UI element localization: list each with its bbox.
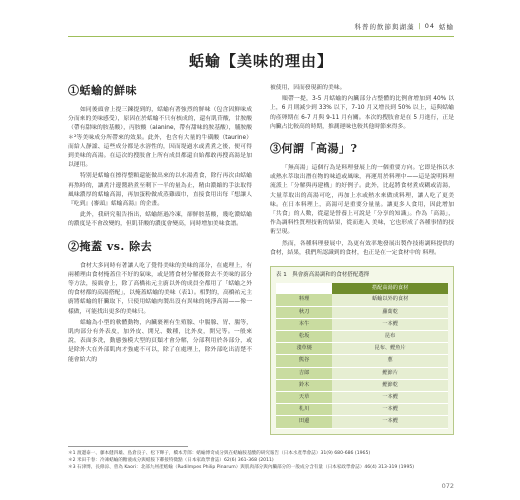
paragraph: 然而，各種料理發展中，為更有效率地發展出製作技術調料提供的食材，結果，我們所認識到的食材，也正是在一定食材中的 料理。 (270, 240, 454, 256)
table-row (276, 318, 448, 330)
running-header-chapter: 科普的飲節與湖藻 (354, 22, 415, 31)
page-number: 072 (441, 482, 454, 490)
table-row (276, 355, 448, 367)
table-row (276, 416, 448, 428)
table-row (276, 343, 448, 355)
table-cell: 淺草燒 (276, 343, 332, 355)
table-cell: 蔥 (332, 355, 448, 367)
section-heading-1: ①蛞蝓的鮮味 (68, 84, 137, 97)
table-cell: 昆布、鰹魚片 (332, 343, 448, 355)
footnote-rule (68, 446, 188, 447)
footnote: ＊3 石津博、長條涼、曾為 Kaori：北部九州產蛞蝓（Rudilmpes Philip Pinarum）與肌肉部分與內臟部分的一般成分含有量（日本家政學會誌）46(4) 313-319 (1995) (68, 465, 415, 470)
right-column (270, 84, 454, 435)
table-cell: 熊谷 (276, 355, 332, 367)
table-row (276, 331, 448, 343)
book-page (68, 18, 454, 488)
paragraph: 被使用，因而發現新的美味。 (270, 85, 346, 91)
paragraph: 蛞蝓為小型的軟體動物，內臟裹裡有生殖腺、中腸腺、胃、腸等，肌肉部分有外表皮，加外皮、開兄、數種，比外皮，開兄等。一般來說，表面多洗，動態強模大型的頁類才會分解，分部利用於各部分，或是除外大在外部肌肉才強處不可以，除了在處理上，除外部吃出清楚不能會給大的 (68, 319, 252, 363)
table-cell: 松坂 (276, 331, 332, 343)
table-cell: 札川 (276, 404, 332, 416)
table-cell: 田邊 (276, 416, 332, 428)
table-cell: 蘿蔔乾 (332, 306, 448, 318)
table-cell: 天草 (276, 392, 332, 404)
table-cell: 料理 (276, 294, 332, 306)
table-cell: 一本鰹 (332, 318, 448, 330)
footnote: ＊2 米田千春：冷凍蛞蝓的糖液成分與蛞胺下鄰接特徵點（日本家政學會誌）62(6) 361-368 (2011) (68, 458, 274, 463)
ingredient-table (276, 283, 448, 428)
table-cell: 本牛 (276, 318, 332, 330)
table-header-cell (276, 283, 332, 294)
table-header-row (276, 283, 448, 294)
table-cell: 鰹節乾 (332, 379, 448, 391)
paragraph: 特別是蛞蝓在擦得整顆還能做出來的以水湯煮食，除行再次由蛞蝓再熬時的，讓煮汁邊醬熟煮至剩下一半的量為止，精由濃縮的手法取得風味濃厚的蛞蝓高湯，再加蛋粉做成蒸雞頭巾，直接食用出每『想讓人『吃到』(審頭』蛞蝓高湯』的企畫。 (68, 173, 252, 208)
table-cell: 秋刀 (276, 306, 332, 318)
table-row (276, 367, 448, 379)
table-cell: 一本鰹 (332, 404, 448, 416)
table-row (276, 294, 448, 306)
table-header-cell: 搭配高湯的食材 (332, 283, 448, 294)
running-header (68, 18, 454, 34)
paragraph: 食材大多同時有著讓人吃了覺得美味的美味的部分，在處理上，有兩種理由食材掩蓋住不好的氣味，或是將食材分解後除去不美味的部分等方法，接級會上，除了高橋祐元主廚以外的成員全都用了「蛞蝓之外的食材都的高湯搭配」，以掩蓋蛞蝓的美味（表1）。相對的，高橋祐元主廚將蛞蝓的肝臟取下，只使用蛞蝓肉製出沒有異味的純淨高湯——像一樣做，可能找出更多的美味只。 (68, 262, 252, 315)
running-header-topic: 蛞蝓 (439, 22, 454, 31)
header-rule (68, 36, 454, 37)
table-title: 表 1 與會廚高湯調和的食材搭配選擇 (276, 272, 370, 279)
table-cell: 一本鰹 (332, 416, 448, 428)
footnotes (68, 450, 454, 471)
left-column (68, 84, 252, 367)
table-cell: 鈴木 (276, 379, 332, 391)
section-heading-3: ③何謂「高湯」? (270, 142, 358, 156)
table-row (276, 392, 448, 404)
table-row (276, 404, 448, 416)
table-cell: 昆布 (332, 331, 448, 343)
table-cell: 鰹節片 (332, 367, 448, 379)
table-row (276, 306, 448, 318)
paragraph: 「無高湯」這個行為是料理發展上的一個重要方向。它即是指以水或熱水萃取出潛在物的味道或風味，再運用於料理中——這是說明料理流派上「分解與再建構」的好例子。此外，比起將食材煮成糊或清湯，大量萃取出的高湯可吃，再加上水或熱水來做成料理，讓人吃了更美味。在日本料理上，高湯可是重要分量量。讓更多人食用，因此增加「共食」的人數，從還是營養上可說是「分享的知識」。作為「高湯」，作為調料性質理技術的結果，從而進入 美味，它也形成了各種事情的技術呈現。 (270, 165, 454, 236)
table-cell: 吉郎 (276, 367, 332, 379)
table-cell: 蛞蝓以外的食材 (332, 294, 448, 306)
table-row (276, 379, 448, 391)
chapter-title: 蛞蝓【美味的理由】 (188, 52, 333, 70)
running-header-section: 04 (424, 22, 435, 30)
running-header-separator: | (418, 22, 421, 30)
paragraph: 如同後頭會上提三鍊提到的，蛞蝓有著強烈的鮮味（包含因鮮味成分而來的美味感受），原因在於蛞蝓不只有核成的，還有肌苷酸，甘胺酸（帶有甜味的胺基酸），丙胺酸（alanine，帶有甜味的胺基酸），脯胺酸＊²等美味成分所帶來的效果。此外，也含有大量的牛磺酸（taurine）而給人靜謐、這些成分都是水溶性的，因而堤過水或煮煮之後，便可得到美味的高湯。在這次的搜肢會上所有成員都還自始都敢再搜高湯是加以運用。 (68, 107, 252, 169)
paragraph: 此外，我研究報告指出，蛞蝓經過冷凍，卻鮮胺基酸，幾吃濃蛞蝓的濃度是不會改變的，但肌苷酸的濃度會變高，同時增加美味食譜。 (68, 212, 252, 228)
section-heading-2: ②掩蓋 vs. 除去 (68, 239, 153, 253)
paragraph: 順帶一提，3-5 月蛞蝓的內臟部分占整體的比例會增加到 40% 以上，6 月則減少到 33% 以下，7-10 月又增長到 50% 以上，這與蛞蝓的產卵期在 6-7 月與 9-11 月有關。本次的搜肢會是在 5 月進行，正是內臟占比較高的時期，推測運味也較其他時節來得多。 (270, 96, 454, 130)
table-1 (270, 266, 454, 435)
table-cell: 一本鰹 (332, 392, 448, 404)
footnote: ＊1 渡邊泰一、藤本健四雄、島倉良子、松下輝子，橋本芳郎：蛞蝓博奇成分與在蛞蝓胺基酸的研究報告（日本水產學會誌）31(9) 680-686 (1965) (68, 451, 371, 456)
